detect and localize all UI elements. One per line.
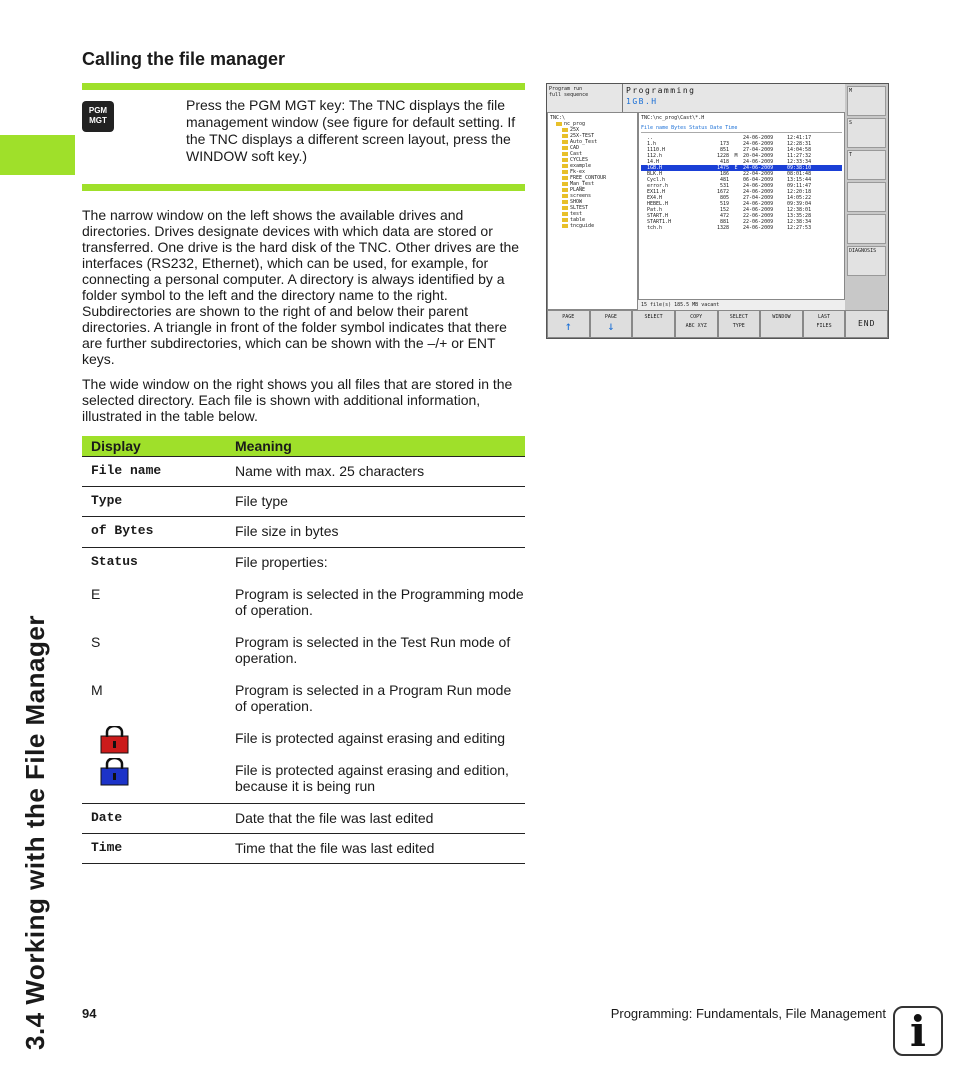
folder-icon [562,212,568,216]
file-time: 13:35:28 [787,213,812,219]
folder-icon [562,188,568,192]
file-time: 09:11:47 [787,183,812,189]
file-status: E [734,165,738,171]
file-date: 20-04-2009 [743,153,774,159]
file-bytes: 173 [719,141,729,147]
tree-item-label: PLANE [570,187,586,193]
file-bytes: 186 [719,171,729,177]
tree-item-label: Fk-ex [570,169,586,175]
tree-item-label: Man_Test [570,181,595,187]
file-time: 12:38:34 [787,219,812,225]
softkey-select[interactable] [718,310,761,338]
status-m-label: M [91,682,103,698]
file-name: 1.h [647,141,657,147]
footer-title: Programming: Fundamentals, File Management [610,1006,886,1021]
folder-icon [562,224,568,228]
side-softkey[interactable]: S [847,118,886,148]
green-rule-top [82,83,525,90]
softkey-label: PAGE [604,314,617,320]
softkey-sublabel: ABC XYZ [685,323,707,329]
file-time: 09:38:10 [787,165,812,171]
folder-icon [562,164,568,168]
folder-icon [562,218,568,222]
softkey-label: LAST [818,314,831,320]
side-chapter-title: 3.4 Working with the File Manager [20,615,50,1050]
softkey-label: COPY [690,314,703,320]
folder-icon [562,158,568,162]
table-row-date [82,804,525,834]
file-row[interactable] [641,225,842,231]
cell-meaning: Time that the file was last edited [235,840,435,856]
screen-mode-right [623,84,845,112]
file-time: 11:27:32 [787,153,812,159]
tree-item-label: Auto_Test [570,139,598,145]
table-row-status [82,548,525,804]
file-name: tch.h [647,225,663,231]
file-status: M [734,153,738,159]
table-row-file-name [82,457,525,487]
tree-item-label: FREE_CONTOUR [570,175,607,181]
softkey-page[interactable] [590,310,633,338]
file-time: 13:15:44 [787,177,812,183]
file-list-pane[interactable] [638,112,845,310]
file-time: 14:05:22 [787,195,812,201]
side-softkey[interactable] [847,214,886,244]
file-bytes: 531 [719,183,729,189]
tree-item-label: test [570,211,583,217]
info-icon: i [893,1006,943,1056]
active-file: 1GB.H [626,97,658,106]
file-time: 12:33:34 [787,159,812,165]
file-bytes: 418 [719,159,729,165]
table-header [82,436,525,457]
cell-display: Date [91,810,123,825]
file-name: error.h [647,183,669,189]
file-date: 22-06-2009 [743,213,774,219]
file-name: EX4.H [647,195,663,201]
file-date: 24-06-2009 [743,225,774,231]
file-column-header: File name Bytes Status Date Time [641,125,842,133]
directory-tree-pane[interactable] [547,112,638,310]
file-status [729,225,743,231]
file-bytes: 1672 [716,189,729,195]
folder-icon [562,140,568,144]
table-row-type [82,487,525,517]
file-time: 09:39:04 [787,201,812,207]
folder-icon [562,206,568,210]
lock-blue-icon [100,758,130,786]
folder-icon [562,182,568,186]
tree-item[interactable] [550,223,635,229]
file-date: 22-04-2009 [743,171,774,177]
file-date: 24-06-2009 [743,159,774,165]
softkey-last[interactable] [803,310,846,338]
file-bytes: 1228 [716,153,729,159]
folder-icon [562,170,568,174]
softkey-page[interactable] [547,310,590,338]
file-date: 24-06-2009 [743,201,774,207]
folder-icon [562,146,568,150]
tree-item-label: SHOW [570,199,583,205]
softkey-label: PAGE [562,314,575,320]
file-bytes: 1328 [716,225,729,231]
mode-left-line2: full sequence [549,92,589,98]
file-time: 12:38:01 [787,207,812,213]
softkey-label: WINDOW [772,314,791,320]
pgm-mgt-key-icon [82,101,114,132]
softkey-window[interactable] [760,310,803,338]
tree-item-label: table [570,217,586,223]
cell-display: File name [91,463,162,478]
lock-red-meaning: File is protected against erasing and editing [235,730,506,746]
tree-item-label: tncguide [570,223,595,229]
display-meaning-table [82,436,525,864]
file-manager-screenshot [546,83,889,339]
file-name: 1GB.H [647,165,663,171]
tree-item-label: Cast [570,151,583,157]
file-time: 12:20:18 [787,189,812,195]
arrow-up-icon: ↑ [564,319,572,333]
mode-left-line1: Program run [549,86,583,92]
file-name: .. [647,135,654,141]
cell-meaning: File size in bytes [235,523,339,539]
folder-icon [562,152,568,156]
page-number: 94 [82,1006,97,1021]
folder-icon [562,200,568,204]
file-name: Pat.h [647,207,663,213]
file-date: 24-06-2009 [743,141,774,147]
horizontal-softkeys [547,310,888,338]
status-s-meaning: Program is selected in the Test Run mode of operation. [235,634,511,666]
status-line: 15 file(s) 185.5 MB vacant [638,299,845,310]
side-softkey[interactable]: M [847,86,886,116]
file-name: EX11.H [647,189,666,195]
file-bytes: 152 [719,207,729,213]
table-row-bytes [82,517,525,548]
cell-display: Status [91,554,138,569]
file-time: 14:04:58 [787,147,812,153]
tree-item-label: CYCLES [570,157,589,163]
lock-red-icon [100,726,130,754]
softkey-sublabel: FILES [816,323,832,329]
tree-item-label: SLTEST [570,205,589,211]
file-bytes: 472 [719,213,729,219]
status-s-label: S [91,634,101,650]
cell-meaning: Date that the file was last edited [235,810,434,826]
side-softkey[interactable]: DIAGNOSIS [847,246,886,276]
screen-mode-left [547,84,623,112]
side-title-wrap [0,0,75,1091]
header-meaning: Meaning [235,438,292,454]
tree-item-label: example [570,163,592,169]
table-row-time [82,834,525,864]
file-date: 27-04-2009 [743,147,774,153]
folder-icon [556,122,562,126]
cell-display: of Bytes [91,523,154,538]
arrow-down-icon: ↓ [607,319,615,333]
folder-icon [562,134,568,138]
tree-item-label: TNC:\ [550,115,566,121]
file-date: 24-06-2009 [743,183,774,189]
status-m-meaning: Program is selected in a Program Run mode of operation. [235,682,512,714]
file-date: 22-06-2009 [743,219,774,225]
key-line1: PGM [88,106,108,115]
file-bytes: 881 [719,219,729,225]
tree-item-label: CAD [570,145,580,151]
file-time: 12:27:53 [787,225,812,231]
status-e-label: E [91,586,101,602]
file-date: 24-06-2009 [743,165,774,171]
tree-item-label: 25X [570,127,580,133]
file-name: 112.h [647,153,663,159]
file-name: BLK.H [647,171,663,177]
file-date: 24-06-2009 [743,207,774,213]
file-name: 1110.H [647,147,666,153]
file-bytes: 519 [719,201,729,207]
header-display: Display [91,438,141,454]
cell-meaning: Name with max. 25 characters [235,463,425,479]
file-date: 27-04-2009 [743,195,774,201]
file-time: 12:41:17 [787,135,812,141]
path-line: TNC:\nc_prog\Cast\*.H [641,115,705,121]
softkey-label: END [857,319,876,328]
cell-meaning: File type [235,493,288,509]
softkey-end[interactable] [845,310,888,338]
cell-display: Time [91,840,123,855]
softkey-label: SELECT [644,314,663,320]
file-rows [641,135,842,231]
status-e-meaning: Program is selected in the Programming mode of operation. [235,586,524,618]
file-time: 12:28:31 [787,141,812,147]
folder-icon [562,194,568,198]
softkey-label: SELECT [729,314,748,320]
file-name: START.H [647,213,669,219]
softkey-select[interactable] [632,310,675,338]
mode-title: Programming [626,86,696,95]
cell-meaning: File properties: [235,554,328,570]
file-bytes: 1475 [716,165,729,171]
file-bytes: 851 [719,147,729,153]
vertical-softkeys [845,84,888,310]
green-rule-mid [82,184,525,191]
paragraph-left-window: The narrow window on the left shows the available drives and directories. Drives designate devices with which data are stored or transferred. One drive is the hard disk of the TNC. Other drives are the interfaces (RS232, Ethernet), which can be used, for example, for connecting a personal computer. A directory is always identified by a folder symbol to the left and the directory name to the right. Subdirectories are shown to the right of and below their parent directories. A triangle in front of the folder symbol indicates that there are further subdirectories, which can be shown with the –/+ or ENT keys. [82,207,520,367]
file-name: Cycl.h [647,177,666,183]
file-date: 24-06-2009 [743,135,774,141]
folder-icon [562,176,568,180]
softkey-sublabel: TYPE [732,323,745,329]
side-softkey[interactable] [847,182,886,212]
file-name: 14.H [647,159,660,165]
tree-item-label: nc_prog [564,121,586,127]
softkey-copy[interactable] [675,310,718,338]
file-name: START1.H [647,219,672,225]
intro-text: Press the PGM MGT key: The TNC displays the file management window (see figure for default setting. If the TNC displays a different screen layout, press the WINDOW soft key.) [186,97,516,164]
cell-display: Type [91,493,123,508]
file-bytes: 805 [719,195,729,201]
paragraph-right-window: The wide window on the right shows you all files that are stored in the selected directory. Each file is shown with additional information, illustrated in the table below. [82,376,513,424]
tree-item-label: screens [570,193,592,199]
file-time: 08:01:48 [787,171,812,177]
section-heading: Calling the file manager [82,49,286,69]
file-date: 24-06-2009 [743,189,774,195]
side-softkey[interactable]: T [847,150,886,180]
lock-blue-meaning: File is protected against erasing and edition, because it is being run [235,762,509,794]
folder-icon [562,128,568,132]
tree-item-label: 25X-TEST [570,133,595,139]
file-bytes: 481 [719,177,729,183]
file-date: 06-04-2009 [743,177,774,183]
key-line2: MGT [89,116,107,125]
file-name: HEBEL.H [647,201,669,207]
